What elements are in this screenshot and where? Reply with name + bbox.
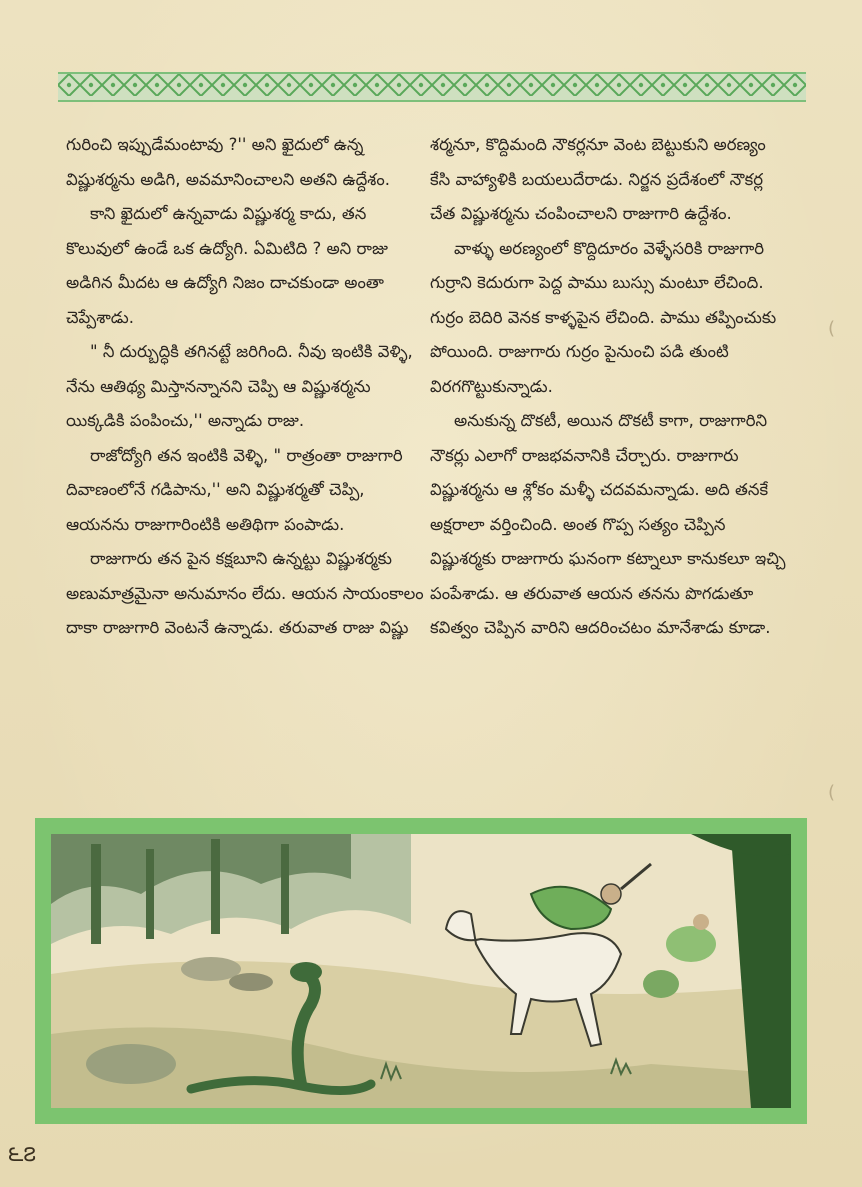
paragraph: కాని ఖైదులో ఉన్నవాడు విష్ణుశర్మ కాదు, తన కొలువులో ఉండే ఒక ఉద్యోగి. ఏమిటిది ? అని రాజు అడిగిన మీదట ఆ ఉద్యోగి నిజం దాచకుండా అంతా చెప్పేశాడు. — [66, 204, 388, 327]
paragraph: గురించి ఇప్పుడేమంటావు ?'' అని ఖైదులో ఉన్న విష్ణుశర్మను అడిగి, అవమానించాలని అతని ఉద్దేశం. — [66, 135, 390, 189]
boulder — [86, 1044, 176, 1084]
paragraph: రాజుగారు తన పైన కక్షబూని ఉన్నట్టు విష్ణుశర్మకు అణుమాత్రమైనా అనుమానం లేదు. ఆయన సాయంకాలం దాకా రాజుగారి వెంటనే ఉన్నాడు. తరువాత రాజు విష్ణు — [66, 549, 424, 637]
text-column-left — [66, 128, 426, 646]
paragraph: వాళ్ళు అరణ్యంలో కొద్దిదూరం వెళ్ళేసరికి రాజుగారి గుర్రాని కెదురుగా పెద్ద పాము బుస్సు మంటూ లేచింది. గుర్రం బెదిరి వెనక కాళ్ళపైన లేచింది. పాము తప్పించుకు పోయింది. రాజుగారు గుర్రం పైనుంచి పడి తుంటి విరగగొట్టుకున్నాడు. — [430, 238, 777, 396]
forest-scene-illustration — [51, 834, 791, 1108]
binding-hole-mark: ( — [828, 318, 836, 339]
paragraph: అనుకున్న దొకటీ, అయిన దొకటీ కాగా, రాజుగారిని నౌకర్లు ఎలాగో రాజభవనానికి చేర్చారు. రాజుగారు విష్ణుశర్మను ఆ శ్లోకం మళ్ళీ చదవమన్నాడు. అది తనకే అక్షరాలా వర్తించింది. అంత గొప్ప సత్యం చెప్పిన విష్ణుశర్మకు రాజుగారు ఘనంగా కట్నాలూ కానుకలూ ఇచ్చి పంపేశాడు. ఆ తరువాత ఆయన తనను పొగడుతూ కవిత్వం చెప్పిన వారిని ఆదరించటం మానేశాడు కూడా. — [430, 411, 786, 637]
binding-hole-mark: ( — [828, 782, 836, 803]
decorative-border — [58, 72, 806, 102]
page-number: ౬౭ — [8, 1142, 36, 1167]
text-column-right — [430, 128, 790, 646]
story-illustration — [35, 818, 807, 1124]
paragraph: శర్మనూ, కొద్దిమంది నౌకర్లనూ వెంట బెట్టుకుని అరణ్యం కేసి వాహ్యాళికి బయలుదేరాడు. నిర్జన ప్రదేశంలో నౌకర్ల చేత విష్ణుశర్మను చంపించాలని రాజుగారి ఉద్దేశం. — [430, 135, 766, 223]
border-pattern — [58, 74, 806, 96]
paragraph: రాజోద్యోగి తన ఇంటికి వెళ్ళి, " రాత్రంతా రాజుగారి దివాణంలోనే గడిపాను,'' అని విష్ణుశర్మతో చెప్పి, ఆయనను రాజుగారింటికి అతిథిగా పంపాడు. — [66, 445, 403, 534]
paragraph: " నీ దుర్బుద్ధికి తగినట్టే జరిగింది. నీవు ఇంటికి వెళ్ళి, నేను ఆతిథ్య మిస్తానన్నానని చెప్పి ఆ విష్ణుశర్మను యిక్కడికి పంపించు,'' అన్నాడు రాజు. — [66, 342, 413, 430]
